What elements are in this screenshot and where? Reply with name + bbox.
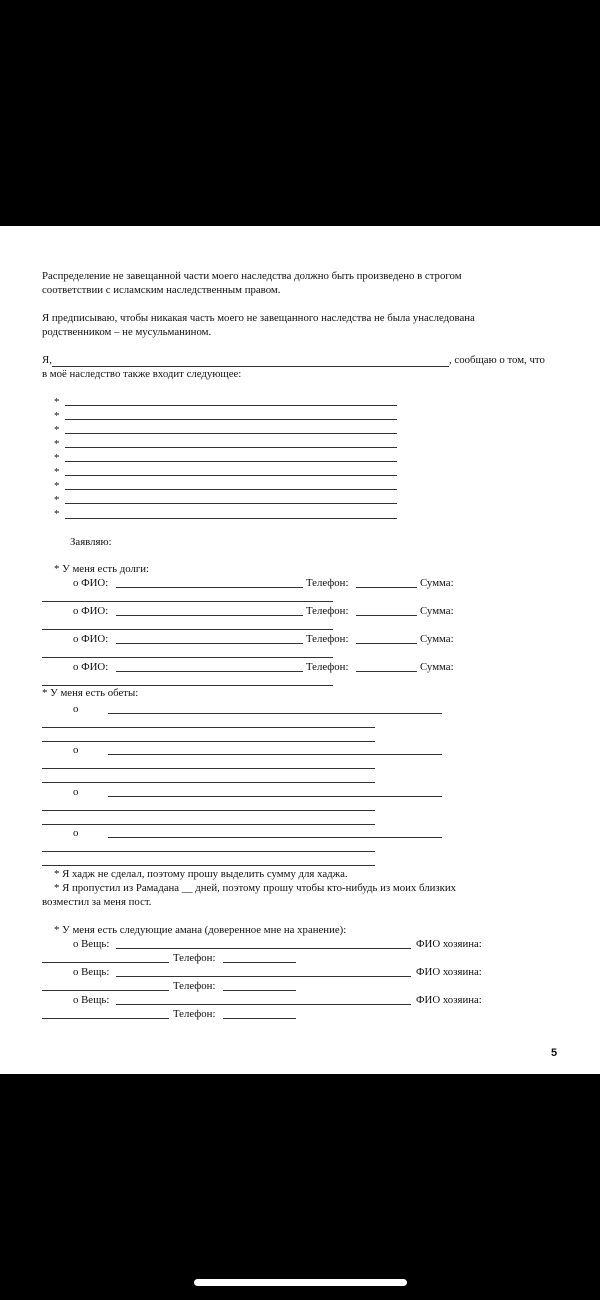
debt-fio-label: о ФИО:	[73, 661, 109, 673]
vow-marker: о	[73, 744, 79, 756]
debt-sum-label: Сумма:	[420, 661, 454, 673]
paragraph-prescription-line2: родственником – не мусульманином.	[42, 326, 212, 338]
debt-phone-line	[356, 643, 417, 644]
asset-bullet: *	[54, 396, 60, 408]
paragraph-inheritance-line1: Распределение не завещанной части моего наследства должно быть произведено в строгом	[42, 270, 462, 282]
vow-marker: о	[73, 786, 79, 798]
amana-phone-label: Телефон:	[173, 980, 216, 992]
amana-owner-label: ФИО хозяина:	[416, 938, 482, 950]
debt-fio-label: о ФИО:	[73, 605, 109, 617]
amana-thing-label: о Вещь:	[73, 994, 110, 1006]
page-number: 5	[551, 1047, 558, 1059]
declare-heading: Заявляю:	[70, 536, 112, 548]
paragraph-inheritance-line2: соответствии с исламским наследственным правом.	[42, 284, 281, 296]
vow-line	[42, 810, 375, 811]
amana-thing-label: о Вещь:	[73, 966, 110, 978]
vow-line	[108, 796, 442, 797]
amana-thing-line	[116, 1004, 411, 1005]
asset-bullet: *	[54, 494, 60, 506]
debt-phone-label: Телефон:	[306, 605, 349, 617]
vow-line	[108, 837, 442, 838]
vow-line	[42, 865, 375, 866]
debt-sum-line	[42, 629, 333, 630]
debt-fio-line	[116, 615, 303, 616]
debt-phone-label: Телефон:	[306, 633, 349, 645]
amana-phone-line	[223, 962, 296, 963]
statement-suffix: , сообщаю о том, что	[449, 354, 545, 366]
asset-bullet: *	[54, 466, 60, 478]
asset-line	[65, 461, 397, 462]
vow-line	[42, 741, 375, 742]
amana-header: * У меня есть следующие амана (доверенное мне на хранение):	[54, 924, 347, 936]
vow-line	[42, 851, 375, 852]
statement-prefix: Я,	[42, 354, 52, 366]
asset-line	[65, 518, 397, 519]
asset-line	[65, 419, 397, 420]
vow-line	[42, 768, 375, 769]
vow-line	[108, 713, 442, 714]
amana-thing-line	[116, 976, 411, 977]
debt-fio-line	[116, 587, 303, 588]
asset-bullet: *	[54, 452, 60, 464]
amana-owner-line	[42, 990, 169, 991]
vow-marker: о	[73, 703, 79, 715]
asset-line	[65, 405, 397, 406]
amana-owner-line	[42, 962, 169, 963]
vows-header: * У меня есть обеты:	[42, 687, 139, 699]
asset-bullet: *	[54, 424, 60, 436]
asset-bullet: *	[54, 410, 60, 422]
hajj-statement: * Я хадж не сделал, поэтому прошу выделить сумму для хаджа.	[54, 868, 348, 880]
debt-sum-label: Сумма:	[420, 605, 454, 617]
amana-owner-line	[42, 1018, 169, 1019]
asset-bullet: *	[54, 480, 60, 492]
amana-phone-line	[223, 1018, 296, 1019]
vow-marker: о	[73, 827, 79, 839]
debt-sum-label: Сумма:	[420, 633, 454, 645]
amana-phone-label: Телефон:	[173, 952, 216, 964]
vow-line	[42, 824, 375, 825]
debts-header: * У меня есть долги:	[54, 563, 150, 575]
debt-fio-label: о ФИО:	[73, 577, 109, 589]
amana-phone-label: Телефон:	[173, 1008, 216, 1020]
document-page	[0, 226, 600, 1074]
asset-line	[65, 489, 397, 490]
amana-phone-line	[223, 990, 296, 991]
asset-line	[65, 447, 397, 448]
debt-phone-line	[356, 587, 417, 588]
ramadan-statement-line2: возместил за меня пост.	[42, 896, 152, 908]
vow-line	[42, 782, 375, 783]
debt-phone-label: Телефон:	[306, 577, 349, 589]
asset-line	[65, 475, 397, 476]
debt-sum-line	[42, 601, 333, 602]
debt-phone-line	[356, 615, 417, 616]
vow-line	[108, 754, 442, 755]
debt-fio-line	[116, 643, 303, 644]
debt-fio-line	[116, 671, 303, 672]
debt-fio-label: о ФИО:	[73, 633, 109, 645]
paragraph-prescription-line1: Я предписываю, чтобы никакая часть моего не завещанного наследства не была унаследована	[42, 312, 475, 324]
asset-bullet: *	[54, 508, 60, 520]
amana-owner-label: ФИО хозяина:	[416, 994, 482, 1006]
asset-line	[65, 433, 397, 434]
debt-phone-label: Телефон:	[306, 661, 349, 673]
amana-thing-line	[116, 948, 411, 949]
asset-bullet: *	[54, 438, 60, 450]
debt-sum-label: Сумма:	[420, 577, 454, 589]
amana-thing-label: о Вещь:	[73, 938, 110, 950]
debt-sum-line	[42, 657, 333, 658]
vow-line	[42, 727, 375, 728]
home-indicator[interactable]	[194, 1279, 407, 1286]
statement-line2: в моё наследство также входит следующее:	[42, 368, 242, 380]
debt-phone-line	[356, 671, 417, 672]
asset-line	[65, 503, 397, 504]
ramadan-statement-line1: * Я пропустил из Рамадана __ дней, поэтому прошу чтобы кто-нибудь из моих близких	[54, 882, 457, 894]
amana-owner-label: ФИО хозяина:	[416, 966, 482, 978]
